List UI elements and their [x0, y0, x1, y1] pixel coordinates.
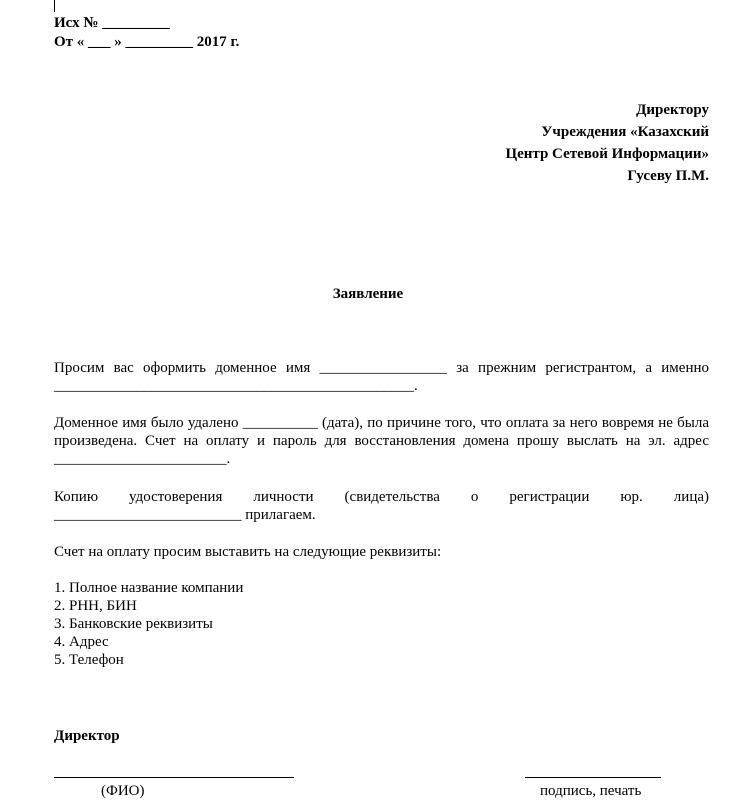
- list-item: 2. РНН, БИН: [54, 598, 137, 614]
- paragraph-line: _________________________ прилагаем.: [54, 507, 316, 523]
- paragraph-line: ________________________________________________.: [54, 378, 418, 394]
- list-item: 3. Банковские реквизиты: [54, 616, 213, 632]
- text-cursor: [54, 0, 55, 12]
- paragraph-line: Копию удостоверения личности (свидетельства о регистрации юр. лица): [54, 489, 709, 505]
- outgoing-number-line: Исх № _________: [54, 15, 170, 31]
- date-line: От « ___ » _________ 2017 г.: [54, 34, 240, 50]
- fio-caption: (ФИО): [101, 783, 145, 799]
- sign-stamp-caption: подпись, печать: [540, 783, 642, 799]
- addressee-line: Гусеву П.М.: [627, 168, 709, 184]
- sign-stamp-line: [525, 777, 661, 778]
- addressee-line: Директору: [636, 102, 709, 118]
- paragraph-domain-deleted: Доменное имя было удалено __________ (дата), по причине того, что оплата за него вовремя не была произведена. Счет на оплату и пароль для восстановления домена прошу выслать на эл. адрес _______________________.: [54, 415, 709, 467]
- paragraph-line: Просим вас оформить доменное имя _________________ за прежним регистрантом, а именно: [54, 360, 709, 376]
- paragraph-invoice-details: Счет на оплату просим выставить на следующие реквизиты:: [54, 544, 442, 560]
- fio-signature-line: [54, 777, 294, 778]
- addressee-line: Учреждения «Казахский: [541, 124, 709, 140]
- addressee-line: Центр Сетевой Информации»: [505, 146, 709, 162]
- list-item: 1. Полное название компании: [54, 580, 244, 596]
- signatory-role: Директор: [54, 728, 120, 744]
- addressee-block: [505, 99, 709, 187]
- document-title: Заявление: [332, 286, 404, 302]
- list-item: 5. Телефон: [54, 652, 124, 668]
- requisites-list: [54, 579, 243, 669]
- list-item: 4. Адрес: [54, 634, 109, 650]
- paragraph-domain-request: [54, 359, 709, 395]
- paragraph-id-copy: [54, 488, 709, 524]
